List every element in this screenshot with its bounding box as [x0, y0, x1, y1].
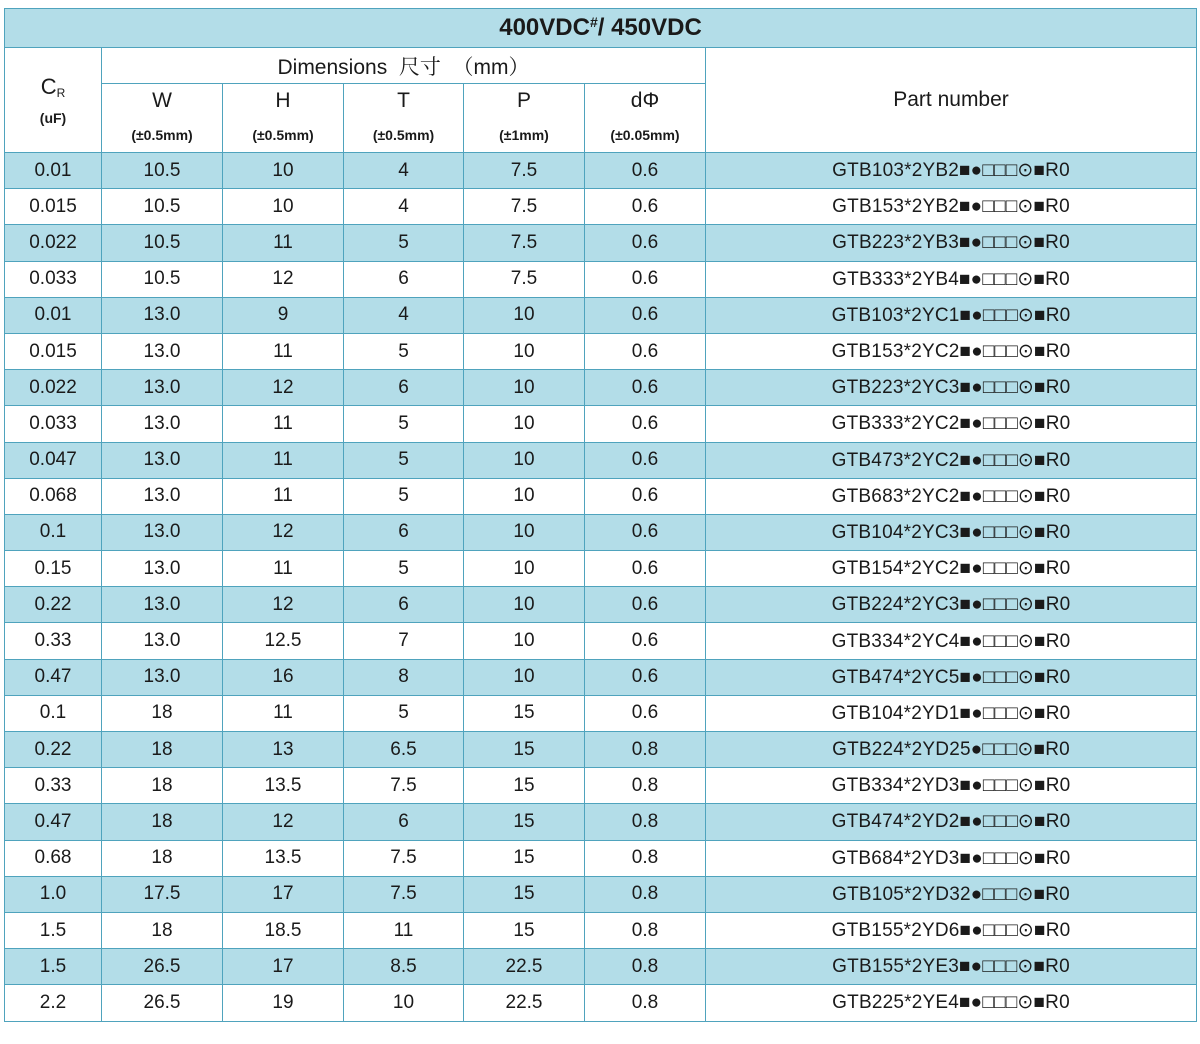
cell-height: 12 [223, 514, 344, 550]
cell-lead-diameter: 0.6 [585, 333, 706, 369]
cell-width: 13.0 [102, 406, 223, 442]
cell-capacitance: 0.33 [5, 768, 102, 804]
cell-part-number: GTB334*2YC4■●□□□⊙■R0 [706, 623, 1197, 659]
table-row [5, 768, 1197, 804]
cell-pitch: 22.5 [464, 985, 585, 1021]
cell-part-number: GTB223*2YB3■●□□□⊙■R0 [706, 225, 1197, 261]
cell-pitch: 10 [464, 551, 585, 587]
cell-part-number: GTB333*2YB4■●□□□⊙■R0 [706, 261, 1197, 297]
cell-pitch: 10 [464, 442, 585, 478]
table-row [5, 514, 1197, 550]
cell-capacitance: 0.15 [5, 551, 102, 587]
table-row [5, 949, 1197, 985]
cell-height: 11 [223, 478, 344, 514]
cell-thickness: 8 [344, 659, 464, 695]
cell-lead-diameter: 0.6 [585, 225, 706, 261]
table-row [5, 225, 1197, 261]
cell-pitch: 10 [464, 659, 585, 695]
cell-width: 17.5 [102, 876, 223, 912]
cell-capacitance: 0.047 [5, 442, 102, 478]
cell-capacitance: 0.015 [5, 333, 102, 369]
cell-capacitance: 0.1 [5, 514, 102, 550]
cell-height: 17 [223, 949, 344, 985]
cell-capacitance: 0.33 [5, 623, 102, 659]
cell-part-number: GTB474*2YD2■●□□□⊙■R0 [706, 804, 1197, 840]
cell-pitch: 15 [464, 912, 585, 948]
table-row [5, 695, 1197, 731]
cell-thickness: 7 [344, 623, 464, 659]
title-voltage-rest: / 450VDC [597, 14, 702, 41]
cell-lead-diameter: 0.6 [585, 623, 706, 659]
cell-capacitance: 0.01 [5, 297, 102, 333]
cell-part-number: GTB154*2YC2■●□□□⊙■R0 [706, 551, 1197, 587]
cell-width: 18 [102, 840, 223, 876]
cell-width: 18 [102, 695, 223, 731]
cell-width: 13.0 [102, 551, 223, 587]
cell-capacitance: 0.68 [5, 840, 102, 876]
table-row [5, 840, 1197, 876]
cell-part-number: GTB225*2YE4■●□□□⊙■R0 [706, 985, 1197, 1021]
capacitor-spec-table [4, 8, 1197, 1022]
cell-thickness: 7.5 [344, 876, 464, 912]
cell-thickness: 5 [344, 333, 464, 369]
table-row [5, 551, 1197, 587]
cell-thickness: 6 [344, 804, 464, 840]
cell-width: 13.0 [102, 442, 223, 478]
cell-width: 26.5 [102, 985, 223, 1021]
cell-capacitance: 0.015 [5, 189, 102, 225]
cell-height: 10 [223, 189, 344, 225]
cell-lead-diameter: 0.8 [585, 732, 706, 768]
cell-pitch: 10 [464, 623, 585, 659]
cell-pitch: 7.5 [464, 261, 585, 297]
cell-capacitance: 0.022 [5, 370, 102, 406]
cell-capacitance: 0.01 [5, 153, 102, 189]
cell-thickness: 5 [344, 551, 464, 587]
table-row [5, 732, 1197, 768]
cell-width: 13.0 [102, 659, 223, 695]
cell-width: 13.0 [102, 478, 223, 514]
cell-thickness: 4 [344, 153, 464, 189]
cell-part-number: GTB155*2YD6■●□□□⊙■R0 [706, 912, 1197, 948]
cell-lead-diameter: 0.8 [585, 804, 706, 840]
cell-width: 18 [102, 804, 223, 840]
cell-pitch: 10 [464, 514, 585, 550]
cell-width: 13.0 [102, 514, 223, 550]
table-row [5, 406, 1197, 442]
cell-part-number: GTB103*2YB2■●□□□⊙■R0 [706, 153, 1197, 189]
cell-lead-diameter: 0.8 [585, 949, 706, 985]
cell-part-number: GTB153*2YB2■●□□□⊙■R0 [706, 189, 1197, 225]
cell-thickness: 5 [344, 225, 464, 261]
col-h-header: H [223, 84, 344, 119]
table-row [5, 478, 1197, 514]
cell-lead-diameter: 0.6 [585, 153, 706, 189]
table-row [5, 876, 1197, 912]
cell-part-number: GTB224*2YC3■●□□□⊙■R0 [706, 587, 1197, 623]
cell-thickness: 5 [344, 442, 464, 478]
cell-thickness: 6 [344, 370, 464, 406]
cell-height: 19 [223, 985, 344, 1021]
cell-height: 16 [223, 659, 344, 695]
cell-part-number: GTB153*2YC2■●□□□⊙■R0 [706, 333, 1197, 369]
cell-lead-diameter: 0.6 [585, 261, 706, 297]
cell-thickness: 6.5 [344, 732, 464, 768]
cell-width: 13.0 [102, 370, 223, 406]
cell-thickness: 7.5 [344, 840, 464, 876]
table-row [5, 261, 1197, 297]
cell-part-number: GTB684*2YD3■●□□□⊙■R0 [706, 840, 1197, 876]
cell-part-number: GTB104*2YC3■●□□□⊙■R0 [706, 514, 1197, 550]
cell-width: 13.0 [102, 623, 223, 659]
cell-height: 12 [223, 370, 344, 406]
cell-thickness: 6 [344, 514, 464, 550]
cell-width: 18 [102, 732, 223, 768]
cell-width: 18 [102, 768, 223, 804]
cell-capacitance: 0.47 [5, 659, 102, 695]
cell-width: 13.0 [102, 587, 223, 623]
cell-height: 11 [223, 406, 344, 442]
cell-lead-diameter: 0.6 [585, 478, 706, 514]
cell-pitch: 15 [464, 732, 585, 768]
title-footnote-mark: # [589, 14, 598, 30]
table-title [5, 9, 1197, 48]
col-h-tolerance: (±0.5mm) [223, 118, 344, 153]
table-row [5, 370, 1197, 406]
cell-thickness: 11 [344, 912, 464, 948]
col-t-tolerance: (±0.5mm) [344, 118, 464, 153]
cell-thickness: 5 [344, 695, 464, 731]
cr-symbol: C [40, 74, 57, 99]
cell-lead-diameter: 0.8 [585, 840, 706, 876]
cell-part-number: GTB474*2YC5■●□□□⊙■R0 [706, 659, 1197, 695]
table-row [5, 623, 1197, 659]
dimensions-header: Dimensions 尺寸 （mm） [102, 48, 706, 84]
table-row [5, 153, 1197, 189]
cell-capacitance: 0.033 [5, 406, 102, 442]
cell-height: 11 [223, 333, 344, 369]
table-row [5, 587, 1197, 623]
cell-pitch: 15 [464, 804, 585, 840]
cell-height: 13.5 [223, 840, 344, 876]
cell-capacitance: 0.033 [5, 261, 102, 297]
cell-part-number: GTB155*2YE3■●□□□⊙■R0 [706, 949, 1197, 985]
table-row [5, 912, 1197, 948]
cell-height: 12 [223, 804, 344, 840]
cell-part-number: GTB334*2YD3■●□□□⊙■R0 [706, 768, 1197, 804]
cell-part-number: GTB103*2YC1■●□□□⊙■R0 [706, 297, 1197, 333]
table-row [5, 985, 1197, 1021]
cell-pitch: 10 [464, 333, 585, 369]
cell-lead-diameter: 0.6 [585, 514, 706, 550]
cell-height: 18.5 [223, 912, 344, 948]
cell-lead-diameter: 0.6 [585, 551, 706, 587]
cell-thickness: 4 [344, 297, 464, 333]
cell-thickness: 10 [344, 985, 464, 1021]
cell-thickness: 7.5 [344, 768, 464, 804]
cr-subscript: R [56, 86, 66, 100]
cell-part-number: GTB104*2YD1■●□□□⊙■R0 [706, 695, 1197, 731]
cell-capacitance: 0.068 [5, 478, 102, 514]
cell-height: 12.5 [223, 623, 344, 659]
cell-lead-diameter: 0.8 [585, 876, 706, 912]
cell-capacitance: 1.5 [5, 912, 102, 948]
cell-lead-diameter: 0.6 [585, 189, 706, 225]
cell-thickness: 4 [344, 189, 464, 225]
cell-capacitance: 0.22 [5, 732, 102, 768]
cell-part-number: GTB333*2YC2■●□□□⊙■R0 [706, 406, 1197, 442]
cell-width: 26.5 [102, 949, 223, 985]
cell-height: 11 [223, 225, 344, 261]
cell-capacitance: 1.5 [5, 949, 102, 985]
cell-height: 11 [223, 551, 344, 587]
table-row [5, 189, 1197, 225]
cell-lead-diameter: 0.6 [585, 659, 706, 695]
table-row [5, 804, 1197, 840]
cell-capacitance: 1.0 [5, 876, 102, 912]
cell-pitch: 10 [464, 587, 585, 623]
cell-pitch: 15 [464, 768, 585, 804]
cell-capacitance: 0.022 [5, 225, 102, 261]
cr-unit: (uF) [39, 110, 67, 126]
cell-part-number: GTB683*2YC2■●□□□⊙■R0 [706, 478, 1197, 514]
cell-capacitance: 0.47 [5, 804, 102, 840]
cell-width: 13.0 [102, 297, 223, 333]
cell-lead-diameter: 0.6 [585, 442, 706, 478]
cell-thickness: 6 [344, 261, 464, 297]
cell-width: 10.5 [102, 189, 223, 225]
cell-width: 10.5 [102, 261, 223, 297]
col-t-header: T [344, 84, 464, 119]
cell-height: 11 [223, 695, 344, 731]
col-w-header: W [102, 84, 223, 119]
cell-height: 12 [223, 587, 344, 623]
cell-width: 13.0 [102, 333, 223, 369]
cell-height: 13.5 [223, 768, 344, 804]
cell-lead-diameter: 0.6 [585, 297, 706, 333]
cell-part-number: GTB105*2YD32●□□□⊙■R0 [706, 876, 1197, 912]
cell-height: 9 [223, 297, 344, 333]
cell-pitch: 15 [464, 876, 585, 912]
table-row [5, 659, 1197, 695]
cell-lead-diameter: 0.6 [585, 695, 706, 731]
cell-part-number: GTB224*2YD25●□□□⊙■R0 [706, 732, 1197, 768]
cell-pitch: 10 [464, 297, 585, 333]
col-d-header: dΦ [585, 84, 706, 119]
cell-pitch: 10 [464, 478, 585, 514]
cell-capacitance: 0.22 [5, 587, 102, 623]
cell-thickness: 8.5 [344, 949, 464, 985]
part-number-header: Part number [706, 48, 1197, 153]
cell-pitch: 10 [464, 406, 585, 442]
col-w-tolerance: (±0.5mm) [102, 118, 223, 153]
cell-pitch: 15 [464, 695, 585, 731]
col-d-tolerance: (±0.05mm) [585, 118, 706, 153]
cell-pitch: 7.5 [464, 189, 585, 225]
cell-thickness: 5 [344, 406, 464, 442]
title-voltage-main: 400VDC [499, 14, 590, 41]
cell-pitch: 22.5 [464, 949, 585, 985]
cell-lead-diameter: 0.6 [585, 406, 706, 442]
cell-thickness: 6 [344, 587, 464, 623]
cell-height: 17 [223, 876, 344, 912]
cell-lead-diameter: 0.6 [585, 587, 706, 623]
cell-part-number: GTB223*2YC3■●□□□⊙■R0 [706, 370, 1197, 406]
col-p-header: P [464, 84, 585, 119]
table-row [5, 333, 1197, 369]
cell-lead-diameter: 0.8 [585, 985, 706, 1021]
cell-lead-diameter: 0.8 [585, 912, 706, 948]
cell-height: 11 [223, 442, 344, 478]
cell-thickness: 5 [344, 478, 464, 514]
cell-capacitance: 2.2 [5, 985, 102, 1021]
table-body [5, 153, 1197, 1022]
table-row [5, 442, 1197, 478]
col-p-tolerance: (±1mm) [464, 118, 585, 153]
cr-header [5, 48, 102, 153]
cell-pitch: 7.5 [464, 153, 585, 189]
cell-height: 10 [223, 153, 344, 189]
cell-height: 13 [223, 732, 344, 768]
cell-width: 18 [102, 912, 223, 948]
cell-lead-diameter: 0.8 [585, 768, 706, 804]
cell-part-number: GTB473*2YC2■●□□□⊙■R0 [706, 442, 1197, 478]
cell-width: 10.5 [102, 225, 223, 261]
table-row [5, 297, 1197, 333]
cell-width: 10.5 [102, 153, 223, 189]
cell-pitch: 7.5 [464, 225, 585, 261]
cell-lead-diameter: 0.6 [585, 370, 706, 406]
cell-capacitance: 0.1 [5, 695, 102, 731]
cell-pitch: 15 [464, 840, 585, 876]
cell-pitch: 10 [464, 370, 585, 406]
cell-height: 12 [223, 261, 344, 297]
